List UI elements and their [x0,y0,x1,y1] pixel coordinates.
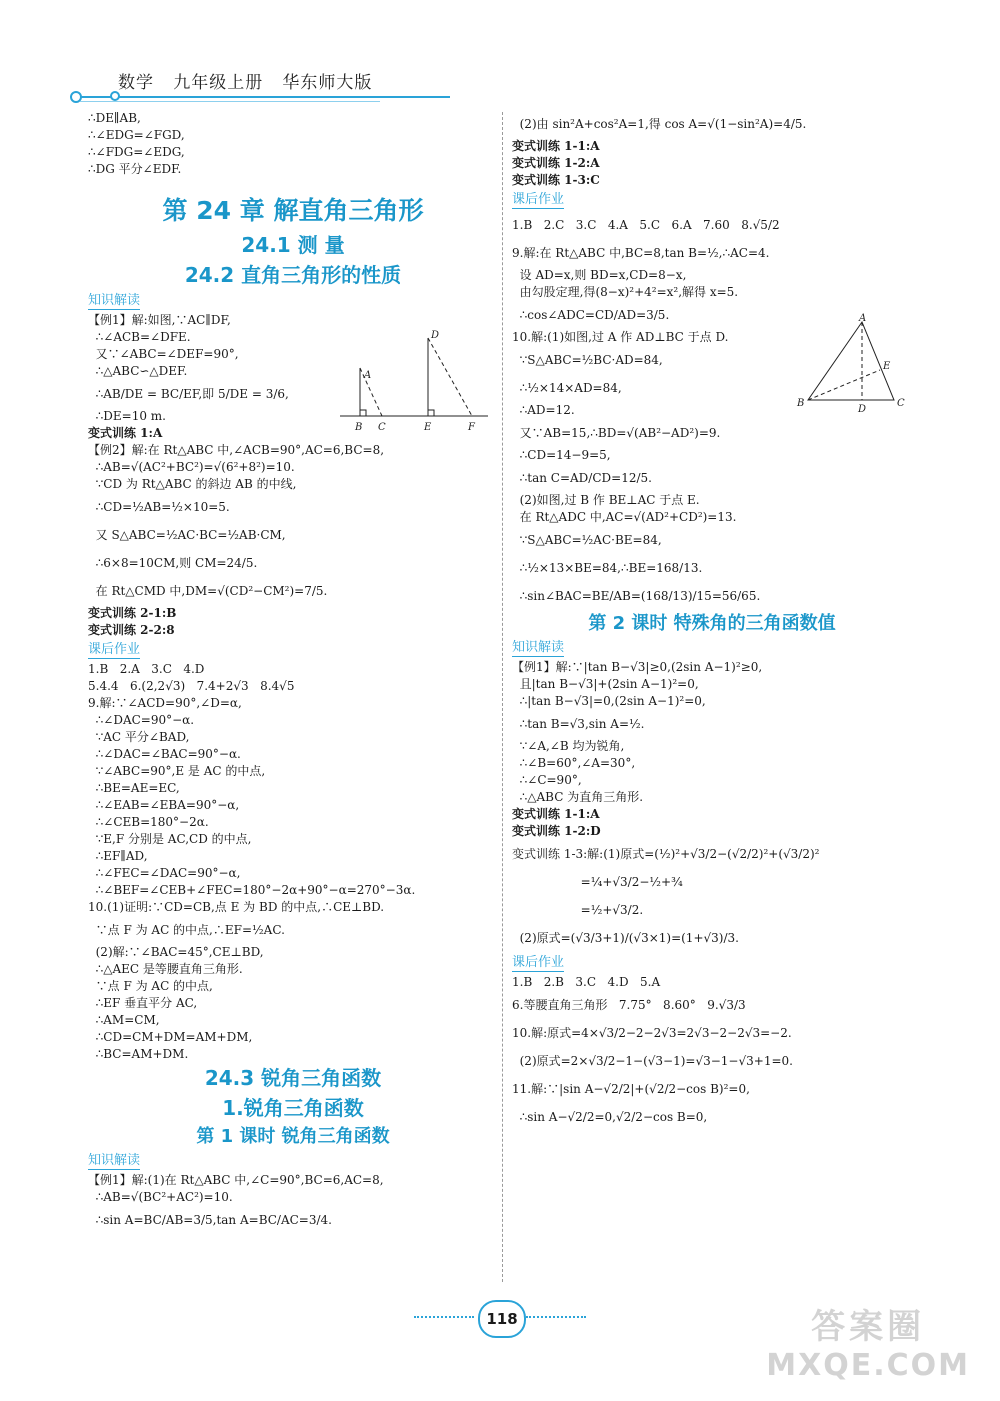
page-header [70,62,450,102]
text-line: ∴DE=10 m. [88,409,166,423]
text-line: (2)原式=(√3/3+1)/(√3×1)=(1+√3)/3. [512,931,739,945]
text-line: ∴tan B=√3,sin A=½. [512,717,645,731]
section-tag-row [512,952,912,974]
text-line: 【例1】解:(1)在 Rt△ABC 中,∠C=90°,BC=6,AC=8, [88,1173,384,1187]
chapter-title: 第 24 章 解直角三角形 [162,196,424,225]
text-line: 设 AD=x,则 BD=x,CD=8−x, [512,268,687,282]
text-line: 变式训练 1-1:A [512,807,600,821]
text-line: ∴AB=√(BC²+AC²)=10. [88,1190,233,1204]
text-line: ∵点 F 为 AC 的中点, [88,979,213,993]
text-line: ∴sin A−√2/2=0,√2/2−cos B=0, [512,1110,708,1124]
figure-triangle-abc [792,312,912,416]
section-tag-row [88,639,498,661]
text-line: 又∵∠ABC=∠DEF=90°, [88,347,239,361]
text-line: 变式训练 1-2:D [512,824,601,838]
text-line: 变式训练 1:A [88,426,163,440]
text-line: 变式训练 1-3:解:(1)原式=(½)²+√3/2−(√2/2)²+(√3/2)² [512,847,820,861]
text-line: ∴sin A=BC/AB=3/5,tan A=BC/AC=3/4. [88,1213,332,1227]
text-line: ∴∠B=60°,∠A=30°, [512,756,636,770]
text-line: (2)如图,过 B 作 BE⊥AC 于点 E. [512,493,700,507]
text-line: 【例1】解:如图,∵AC∥DF, [88,313,231,327]
text-line: ∴6×8=10CM,则 CM=24/5. [88,556,258,570]
text-line: 6.等腰直角三角形 7.75° 8.60° 9.√3/3 [512,998,746,1012]
section-tag: 知识解读 [88,293,141,308]
text-line: ∴EF∥AD, [88,849,148,863]
watermark-logo [766,1299,970,1383]
text-line: 1.B 2.B 3.C 4.D 5.A [512,975,661,989]
text-line: ∴CD=14−9=5, [512,448,611,462]
text-line: ∴∠EDG=∠FGD, [88,128,185,142]
text-line: 变式训练 1-2:A [512,156,600,170]
left-column [88,110,498,1234]
text-line: 又∵AB=15,∴BD=√(AB²−AD²)=9. [512,426,721,440]
fig1-label-d: D [431,330,440,341]
section-tag: 课后作业 [512,955,565,970]
page-number: 118 [478,1300,526,1338]
section-tag-row [512,189,912,211]
section-tag-row [88,290,498,312]
text-line: ∵CD 为 Rt△ABC 的斜边 AB 的中线, [88,477,297,491]
text-line: ∵AC 平分∠BAD, [88,730,190,744]
text-line: 9.解:在 Rt△ABC 中,BC=8,tan B=½,∴AC=4. [512,246,770,260]
figure-similar-triangles [338,322,490,434]
section-heading: 1.锐角三角函数 [222,1096,364,1120]
text-line: 又 S△ABC=½AC·BC=½AB·CM, [88,528,286,542]
section-heading: 第 1 课时 锐角三角函数 [196,1126,390,1147]
text-line: 1.B 2.A 3.C 4.D [88,662,205,676]
text-line: ∴∠BEF=∠CEB+∠FEC=180°−2α+90°−α=270°−3α. [88,883,416,897]
text-line: ∴∠DAC=90°−α. [88,713,195,727]
text-line: ∴CD=CM+DM=AM+DM, [88,1030,253,1044]
text-line: 11.解:∵|sin A−√2/2|+(√2/2−cos B)²=0, [512,1082,750,1096]
fig2-label-b: B [797,398,805,409]
fig2-label-c: C [897,398,905,409]
section-tag: 课后作业 [88,642,141,657]
text-line: 1.B 2.C 3.C 4.A 5.C 6.A 7.60 8.√5/2 [512,218,780,232]
text-line: 在 Rt△CMD 中,DM=√(CD²−CM²)=7/5. [88,584,328,598]
text-line: ∴DE∥AB, [88,111,141,125]
text-line: ∵S△ABC=½BC·AD=84, [512,353,663,367]
column-divider [502,112,503,1282]
section-tag: 知识解读 [88,1153,141,1168]
text-line: ∴DG 平分∠EDF. [88,162,182,176]
right-column [512,110,912,1131]
text-line: 且|tan B−√3|+(2sin A−1)²=0, [512,677,699,691]
text-line: ∵S△ABC=½AC·BE=84, [512,533,662,547]
text-line: ∵E,F 分别是 AC,CD 的中点, [88,832,252,846]
text-line: ∴CD=½AB=½×10=5. [88,500,230,514]
text-line: ∴∠ACB=∠DFE. [88,330,191,344]
text-line: ∴∠EAB=∠EBA=90°−α, [88,798,240,812]
fig1-label-f: F [468,422,475,433]
text-line: 变式训练 2-2:8 [88,623,175,637]
section-tag: 课后作业 [512,192,565,207]
text-line: ∴∠DAC=∠BAC=90°−α. [88,747,241,761]
text-line: =½+√3/2. [512,903,644,917]
section-tag-row [88,1150,498,1172]
text-line: ∴½×14×AD=84, [512,381,622,395]
text-line: ∴BC=AM+DM. [88,1047,189,1061]
fig2-label-e: E [883,361,891,372]
section-tag: 知识解读 [512,640,565,655]
text-line: ∴AM=CM, [88,1013,160,1027]
fig2-label-d: D [858,404,867,415]
text-line: ∴AB=√(AC²+BC²)=√(6²+8²)=10. [88,460,295,474]
page-number-dots-right [526,1316,586,1318]
header-rule [80,96,450,98]
text-line: =¼+√3/2−½+¾ [512,875,683,889]
text-line: ∴△ABC∽△DEF. [88,364,188,378]
text-line: ∴|tan B−√3|=0,(2sin A−1)²=0, [512,694,706,708]
text-line: 10.解:(1)如图,过 A 作 AD⊥BC 于点 D. [512,330,729,344]
page-number-dots-left [414,1316,474,1318]
text-line: 由勾股定理,得(8−x)²+4²=x²,解得 x=5. [512,285,739,299]
text-line: 变式训练 1-1:A [512,139,600,153]
text-line: 5.4.4 6.(2,2√3) 7.4+2√3 8.4√5 [88,679,295,693]
text-line: ∴△ABC 为直角三角形. [512,790,644,804]
text-line: (2)由 sin²A+cos²A=1,得 cos A=√(1−sin²A)=4/5. [512,117,807,131]
text-line: ∴cos∠ADC=CD/AD=3/5. [512,308,670,322]
text-line: ∴BE=AE=EC, [88,781,180,795]
text-line: 变式训练 1-3:C [512,173,600,187]
book-title: 数学 九年级上册 华东师大版 [118,73,373,93]
fig1-label-a: A [364,370,372,381]
header-rule-thin [80,101,380,102]
text-line: ∵点 F 为 AC 的中点,∴EF=½AC. [88,923,285,937]
text-line: ∴∠C=90°, [512,773,582,787]
text-line: ∴AD=12. [512,403,575,417]
text-line: 10.(1)证明:∵CD=CB,点 E 为 BD 的中点,∴CE⊥BD. [88,900,385,914]
section-heading: 24.1 测 量 [241,233,345,257]
text-line: 【例2】解:在 Rt△ABC 中,∠ACB=90°,AC=6,BC=8, [88,443,385,457]
fig1-label-b: B [355,422,363,433]
text-line: 【例1】解:∵|tan B−√3|≥0,(2sin A−1)²≥0, [512,660,763,674]
fig1-label-c: C [378,422,386,433]
watermark-top: 答案圈 [811,1307,926,1347]
text-line: 变式训练 2-1:B [88,606,177,620]
section-tag-row [512,637,912,659]
text-line: ∵∠A,∠B 均为锐角, [512,739,625,753]
text-line: ∴∠FDG=∠EDG, [88,145,185,159]
text-line: ∴EF 垂直平分 AC, [88,996,198,1010]
text-line: ∴½×13×BE=84,∴BE=168/13. [512,561,703,575]
section-heading: 第 2 课时 特殊角的三角函数值 [588,613,836,634]
text-line: 9.解:∵∠ACD=90°,∠D=α, [88,696,242,710]
text-line: ∴△AEC 是等腰直角三角形. [88,962,243,976]
text-line: 10.解:原式=4×√3/2−2−2√3=2√3−2−2√3=−2. [512,1026,792,1040]
text-line: ∵∠ABC=90°,E 是 AC 的中点, [88,764,266,778]
text-line: ∴∠CEB=180°−2α. [88,815,209,829]
text-line: ∴∠FEC=∠DAC=90°−α, [88,866,241,880]
section-heading: 24.3 锐角三角函数 [204,1066,382,1090]
section-heading: 24.2 直角三角形的性质 [184,263,402,287]
text-line: 在 Rt△ADC 中,AC=√(AD²+CD²)=13. [512,510,737,524]
text-line: ∴sin∠BAC=BE/AB=(168/13)/15=56/65. [512,589,761,603]
text-line: ∴tan C=AD/CD=12/5. [512,471,652,485]
fig2-label-a: A [859,313,867,324]
watermark-bottom: MXQE.COM [766,1348,970,1383]
text-line: (2)原式=2×√3/2−1−(√3−1)=√3−1−√3+1=0. [512,1054,793,1068]
text-line: (2)解:∵∠BAC=45°,CE⊥BD, [88,945,264,959]
text-line: ∴AB/DE = BC/EF,即 5/DE = 3/6, [88,387,289,401]
fig1-label-e: E [424,422,432,433]
